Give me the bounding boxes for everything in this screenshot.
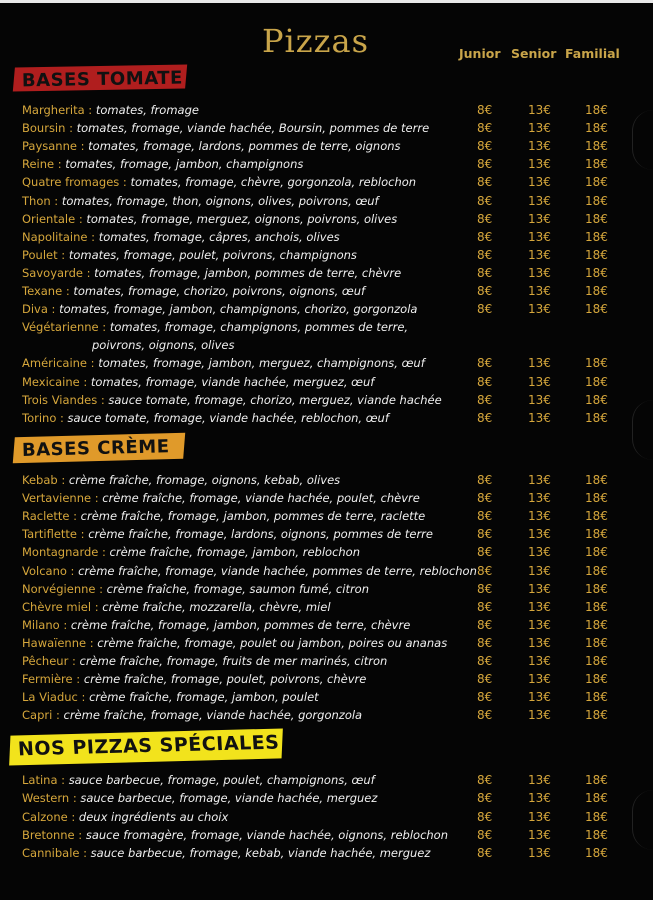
pizza-ingredients: crème fraîche, fromage, viande hachée, gorgonzola — [63, 708, 363, 723]
menu-item: Paysanne : tomates, fromage, lardons, pommes de terre, oignons 8€ 13€ 18€ — [22, 139, 608, 154]
price-junior: 8€ — [477, 672, 493, 687]
pizza-name: Reine — [22, 157, 55, 172]
price-junior: 8€ — [477, 103, 493, 117]
menu-item: Fermière : crème fraîche, fromage, poulet, poivrons, chèvre 8€ 13€ 18€ — [22, 672, 608, 687]
price-junior: 8€ — [477, 193, 493, 208]
price-familial: 18€ — [585, 791, 608, 806]
pizza-name: Calzone — [22, 809, 68, 824]
pizza-name: Capri — [22, 708, 53, 723]
price-familial: 18€ — [585, 672, 608, 687]
price-senior: 13€ — [528, 265, 551, 280]
menu-item: Quatre fromages : tomates, fromage, chèvre, gorgonzola, reblochon 8€ 13€ 18€ — [22, 175, 608, 190]
menu-item: Vertavienne : crème fraîche, fromage, viande hachée, poulet, chèvre 8€ 13€ 18€ — [22, 491, 608, 506]
price-familial: 18€ — [585, 827, 608, 842]
menu-item: Raclette : crème fraîche, fromage, jambon, pommes de terre, raclette 8€ 13€ 18€ — [22, 509, 608, 524]
pizza-ingredients: tomates, fromage, lardons, pommes de terre, oignons — [88, 139, 401, 154]
pizza-ingredients: crème fraîche, fromage, jambon, poulet — [89, 690, 319, 705]
price-senior: 13€ — [528, 491, 551, 506]
price-familial: 18€ — [585, 247, 608, 262]
price-familial: 18€ — [585, 157, 608, 172]
menu-item: Orientale : tomates, fromage, merguez, oignons, poivrons, olives 8€ 13€ 18€ — [22, 211, 608, 226]
menu-item: Trois Viandes : sauce tomate, fromage, chorizo, merguez, viande hachée 8€ 13€ 18€ — [22, 392, 608, 407]
price-senior: 13€ — [528, 690, 551, 705]
price-junior: 8€ — [477, 392, 493, 407]
pizza-name: Boursin — [22, 121, 66, 136]
price-familial: 18€ — [585, 773, 608, 787]
pizza-name: Quatre fromages — [22, 175, 120, 190]
pizza-name: Kebab — [22, 473, 58, 487]
pizza-ingredients: tomates, fromage, câpres, anchois, olives — [98, 229, 340, 244]
price-junior: 8€ — [477, 599, 493, 614]
pizza-ingredients: crème fraîche, fromage, fruits de mer marinés, citron — [79, 654, 388, 668]
pizza-ingredients: sauce tomate, fromage, viande hachée, reblochon, œuf — [67, 410, 389, 425]
pizza-ingredients: crème fraîche, fromage, jambon, reblochon — [109, 545, 361, 560]
column-header-senior: Senior — [511, 46, 557, 61]
price-familial: 18€ — [585, 284, 608, 298]
pizza-name: Tartiflette — [22, 527, 78, 542]
menu-item: Mexicaine : tomates, fromage, viande hachée, merguez, œuf 8€ 13€ 18€ — [22, 374, 608, 389]
pizza-name: Orientale — [22, 211, 76, 226]
price-familial: 18€ — [585, 356, 608, 371]
pizza-name: Bretonne — [22, 827, 75, 842]
pizza-ingredients: tomates, fromage, poulet, poivrons, champignons — [68, 247, 357, 262]
price-familial: 18€ — [585, 708, 608, 723]
pizza-ingredients: tomates, fromage, champignons, pommes de terre, — [109, 320, 409, 335]
price-familial: 18€ — [585, 211, 608, 226]
pizza-name: Margherita — [22, 103, 85, 117]
price-familial: 18€ — [585, 690, 608, 705]
decorative-sketch — [632, 790, 653, 850]
price-junior: 8€ — [477, 175, 493, 190]
menu-item: Capri : crème fraîche, fromage, viande hachée, gorgonzola 8€ 13€ 18€ — [22, 708, 608, 723]
price-familial: 18€ — [585, 410, 608, 425]
pizza-name: Chèvre miel — [22, 599, 92, 614]
price-junior: 8€ — [477, 410, 493, 425]
price-familial: 18€ — [585, 809, 608, 824]
pizza-ingredients: tomates, fromage — [95, 103, 199, 117]
price-junior: 8€ — [477, 265, 493, 280]
pizza-name: Poulet — [22, 247, 58, 262]
menu-item: Pêcheur : crème fraîche, fromage, fruits de mer marinés, citron 8€ 13€ 18€ — [22, 654, 608, 668]
pizza-ingredients: tomates, fromage, merguez, oignons, poivrons, olives — [86, 211, 398, 226]
page-title: Pizzas — [262, 22, 369, 60]
price-familial: 18€ — [585, 103, 608, 117]
pizza-name: Norvégienne — [22, 581, 96, 596]
pizza-ingredients-continued: poivrons, oignons, olives — [92, 338, 235, 353]
price-familial: 18€ — [585, 509, 608, 524]
pizza-ingredients: tomates, fromage, jambon, merguez, champignons, œuf — [98, 356, 425, 371]
pizza-ingredients: crème fraîche, fromage, jambon, pommes de terre, chèvre — [70, 617, 411, 632]
pizza-ingredients: crème fraîche, fromage, viande hachée, poulet, chèvre — [102, 491, 420, 506]
pizza-name: Western — [22, 791, 70, 806]
price-senior: 13€ — [528, 374, 551, 389]
price-junior: 8€ — [477, 773, 493, 787]
price-senior: 13€ — [528, 809, 551, 824]
section-banner-tomate: BASES TOMATE — [13, 65, 187, 92]
pizza-name: Milano — [22, 617, 60, 632]
price-junior: 8€ — [477, 247, 493, 262]
menu-item: Margherita : tomates, fromage 8€ 13€ 18€ — [22, 103, 608, 117]
pizza-name: Hawaïenne — [22, 635, 87, 650]
section-banner-speciales: NOS PIZZAS SPÉCIALES — [9, 728, 283, 765]
price-senior: 13€ — [528, 356, 551, 371]
pizza-ingredients: sauce fromagère, fromage, viande hachée, oignons, reblochon — [85, 827, 448, 842]
pizza-name: Savoyarde — [22, 265, 83, 280]
price-familial: 18€ — [585, 654, 608, 668]
pizza-ingredients: crème fraîche, mozzarella, chèvre, miel — [102, 599, 331, 614]
price-junior: 8€ — [477, 229, 493, 244]
menu-item: Savoyarde : tomates, fromage, jambon, pommes de terre, chèvre 8€ 13€ 18€ — [22, 265, 608, 280]
price-junior: 8€ — [477, 617, 493, 632]
pizza-name: Thon — [22, 193, 51, 208]
price-senior: 13€ — [528, 247, 551, 262]
pizza-name: La Viaduc — [22, 690, 78, 705]
pizza-ingredients: crème fraîche, fromage, poulet ou jambon, poires ou ananas — [97, 635, 448, 650]
menu-item: Montagnarde : crème fraîche, fromage, jambon, reblochon 8€ 13€ 18€ — [22, 545, 608, 560]
price-junior: 8€ — [477, 635, 493, 650]
pizza-name: Pêcheur — [22, 654, 69, 668]
price-senior: 13€ — [528, 139, 551, 154]
pizza-ingredients: tomates, fromage, viande hachée, merguez, œuf — [90, 374, 375, 389]
menu-item: Western : sauce barbecue, fromage, viande hachée, merguez 8€ 13€ 18€ — [22, 791, 608, 806]
pizza-ingredients: sauce barbecue, fromage, poulet, champignons, œuf — [68, 773, 375, 787]
price-junior: 8€ — [477, 809, 493, 824]
price-senior: 13€ — [528, 827, 551, 842]
column-header-familial: Familial — [565, 46, 620, 61]
menu-item: Hawaïenne : crème fraîche, fromage, poulet ou jambon, poires ou ananas 8€ 13€ 18€ — [22, 635, 608, 650]
top-border — [0, 0, 653, 3]
pizza-ingredients: tomates, fromage, jambon, champignons, chorizo, gorgonzola — [59, 302, 418, 317]
pizza-ingredients: tomates, fromage, viande hachée, Boursin, pommes de terre — [76, 121, 430, 136]
price-senior: 13€ — [528, 672, 551, 687]
price-junior: 8€ — [477, 581, 493, 596]
pizza-name: Volcano — [22, 563, 67, 578]
pizza-ingredients: crème fraîche, fromage, oignons, kebab, olives — [68, 473, 341, 487]
pizza-ingredients: crème fraîche, fromage, lardons, oignons, pommes de terre — [88, 527, 433, 542]
price-senior: 13€ — [528, 410, 551, 425]
decorative-sketch — [632, 110, 653, 170]
price-junior: 8€ — [477, 846, 493, 861]
price-junior: 8€ — [477, 211, 493, 226]
menu-item: Bretonne : sauce fromagère, fromage, viande hachée, oignons, reblochon 8€ 13€ 18€ — [22, 827, 608, 842]
price-junior: 8€ — [477, 563, 493, 578]
price-familial: 18€ — [585, 392, 608, 407]
price-junior: 8€ — [477, 527, 493, 542]
price-junior: 8€ — [477, 139, 493, 154]
menu-item: Poulet : tomates, fromage, poulet, poivrons, champignons 8€ 13€ 18€ — [22, 247, 608, 262]
price-familial: 18€ — [585, 581, 608, 596]
price-familial: 18€ — [585, 846, 608, 861]
pizza-ingredients: crème fraîche, fromage, viande hachée, pommes de terre, reblochon — [78, 563, 477, 578]
pizza-name: Diva — [22, 302, 48, 317]
price-familial: 18€ — [585, 265, 608, 280]
price-senior: 13€ — [528, 302, 551, 317]
price-junior: 8€ — [477, 690, 493, 705]
menu-item: Norvégienne : crème fraîche, fromage, saumon fumé, citron 8€ 13€ 18€ — [22, 581, 608, 596]
menu-item: Volcano : crème fraîche, fromage, viande hachée, pommes de terre, reblochon 8€ 13€ 18€ — [22, 563, 608, 578]
pizza-ingredients: crème fraîche, fromage, jambon, pommes de terre, raclette — [80, 509, 426, 524]
price-senior: 13€ — [528, 193, 551, 208]
column-header-junior: Junior — [459, 46, 501, 61]
decorative-sketch — [632, 400, 653, 460]
pizza-name: Trois Viandes — [22, 392, 98, 407]
pizza-name: Napolitaine — [22, 229, 88, 244]
pizza-ingredients: crème fraîche, fromage, poulet, poivrons, chèvre — [83, 672, 367, 687]
price-senior: 13€ — [528, 175, 551, 190]
pizza-ingredients: sauce tomate, fromage, chorizo, merguez, viande hachée — [108, 392, 442, 407]
price-senior: 13€ — [528, 509, 551, 524]
price-junior: 8€ — [477, 491, 493, 506]
price-senior: 13€ — [528, 157, 551, 172]
price-senior: 13€ — [528, 392, 551, 407]
pizza-name: Cannibale — [22, 846, 80, 861]
pizza-name: Fermière — [22, 672, 73, 687]
price-junior: 8€ — [477, 356, 493, 371]
price-junior: 8€ — [477, 157, 493, 172]
pizza-ingredients: tomates, fromage, jambon, pommes de terre, chèvre — [94, 265, 402, 280]
price-junior: 8€ — [477, 827, 493, 842]
price-senior: 13€ — [528, 846, 551, 861]
pizza-ingredients: tomates, fromage, thon, oignons, olives, poivrons, œuf — [61, 193, 379, 208]
price-senior: 13€ — [528, 284, 551, 298]
price-junior: 8€ — [477, 791, 493, 806]
price-familial: 18€ — [585, 175, 608, 190]
price-senior: 13€ — [528, 773, 551, 787]
price-familial: 18€ — [585, 635, 608, 650]
price-familial: 18€ — [585, 374, 608, 389]
menu-item: Chèvre miel : crème fraîche, mozzarella, chèvre, miel 8€ 13€ 18€ — [22, 599, 608, 614]
price-senior: 13€ — [528, 791, 551, 806]
price-junior: 8€ — [477, 374, 493, 389]
price-familial: 18€ — [585, 545, 608, 560]
pizza-name: Mexicaine — [22, 374, 80, 389]
price-familial: 18€ — [585, 139, 608, 154]
pizza-name: Vertavienne — [22, 491, 92, 506]
menu-item: Napolitaine : tomates, fromage, câpres, anchois, olives 8€ 13€ 18€ — [22, 229, 608, 244]
menu-item: Tartiflette : crème fraîche, fromage, lardons, oignons, pommes de terre 8€ 13€ 18€ — [22, 527, 608, 542]
price-senior: 13€ — [528, 654, 551, 668]
price-familial: 18€ — [585, 121, 608, 136]
pizza-ingredients: tomates, fromage, chèvre, gorgonzola, reblochon — [130, 175, 417, 190]
menu-item: Américaine : tomates, fromage, jambon, merguez, champignons, œuf 8€ 13€ 18€ — [22, 356, 608, 371]
price-senior: 13€ — [528, 581, 551, 596]
pizza-ingredients: deux ingrédients au choix — [78, 809, 229, 824]
price-familial: 18€ — [585, 302, 608, 317]
price-familial: 18€ — [585, 491, 608, 506]
price-familial: 18€ — [585, 563, 608, 578]
menu-item: Milano : crème fraîche, fromage, jambon, pommes de terre, chèvre 8€ 13€ 18€ — [22, 617, 608, 632]
price-junior: 8€ — [477, 121, 493, 136]
price-junior: 8€ — [477, 473, 493, 487]
price-senior: 13€ — [528, 121, 551, 136]
menu-item: Végétarienne : tomates, fromage, champignons, pommes de terre, — [22, 320, 409, 335]
section-banner-creme: BASES CRÈME — [13, 433, 185, 463]
price-junior: 8€ — [477, 302, 493, 317]
price-senior: 13€ — [528, 527, 551, 542]
menu-item: Latina : sauce barbecue, fromage, poulet, champignons, œuf 8€ 13€ 18€ — [22, 773, 608, 787]
menu-item: Texane : tomates, fromage, chorizo, poivrons, oignons, œuf 8€ 13€ 18€ — [22, 284, 608, 298]
price-senior: 13€ — [528, 708, 551, 723]
price-senior: 13€ — [528, 211, 551, 226]
pizza-name: Torino — [22, 410, 57, 425]
pizza-name: Montagnarde — [22, 545, 99, 560]
price-senior: 13€ — [528, 599, 551, 614]
pizza-ingredients: tomates, fromage, chorizo, poivrons, oignons, œuf — [73, 284, 366, 298]
price-senior: 13€ — [528, 635, 551, 650]
pizza-ingredients: crème fraîche, fromage, saumon fumé, citron — [106, 581, 370, 596]
price-familial: 18€ — [585, 473, 608, 487]
pizza-ingredients: sauce barbecue, fromage, kebab, viande hachée, merguez — [90, 846, 431, 861]
price-familial: 18€ — [585, 527, 608, 542]
menu-item: Boursin : tomates, fromage, viande hachée, Boursin, pommes de terre 8€ 13€ 18€ — [22, 121, 608, 136]
price-senior: 13€ — [528, 103, 551, 117]
menu-item: Cannibale : sauce barbecue, fromage, kebab, viande hachée, merguez 8€ 13€ 18€ — [22, 846, 608, 861]
menu-item: La Viaduc : crème fraîche, fromage, jambon, poulet 8€ 13€ 18€ — [22, 690, 608, 705]
menu-item: Reine : tomates, fromage, jambon, champignons 8€ 13€ 18€ — [22, 157, 608, 172]
menu-item: Diva : tomates, fromage, jambon, champignons, chorizo, gorgonzola 8€ 13€ 18€ — [22, 302, 608, 317]
menu-item: Calzone : deux ingrédients au choix 8€ 13€ 18€ — [22, 809, 608, 824]
price-senior: 13€ — [528, 617, 551, 632]
pizza-name: Latina — [22, 773, 58, 787]
pizza-name: Texane — [22, 284, 63, 298]
price-junior: 8€ — [477, 708, 493, 723]
price-familial: 18€ — [585, 193, 608, 208]
price-familial: 18€ — [585, 229, 608, 244]
pizza-ingredients: sauce barbecue, fromage, viande hachée, merguez — [80, 791, 378, 806]
menu-item: Thon : tomates, fromage, thon, oignons, olives, poivrons, œuf 8€ 13€ 18€ — [22, 193, 608, 208]
price-familial: 18€ — [585, 599, 608, 614]
price-senior: 13€ — [528, 229, 551, 244]
pizza-name: Raclette — [22, 509, 70, 524]
price-senior: 13€ — [528, 473, 551, 487]
pizza-name: Américaine — [22, 356, 87, 371]
price-junior: 8€ — [477, 284, 493, 298]
price-familial: 18€ — [585, 617, 608, 632]
menu-item: Kebab : crème fraîche, fromage, oignons, kebab, olives 8€ 13€ 18€ — [22, 473, 608, 487]
pizza-name: Paysanne — [22, 139, 77, 154]
menu-item: Torino : sauce tomate, fromage, viande hachée, reblochon, œuf 8€ 13€ 18€ — [22, 410, 608, 425]
pizza-name: Végétarienne — [22, 320, 99, 335]
price-senior: 13€ — [528, 563, 551, 578]
price-junior: 8€ — [477, 654, 493, 668]
pizza-ingredients: tomates, fromage, jambon, champignons — [65, 157, 304, 172]
price-senior: 13€ — [528, 545, 551, 560]
price-junior: 8€ — [477, 545, 493, 560]
price-junior: 8€ — [477, 509, 493, 524]
